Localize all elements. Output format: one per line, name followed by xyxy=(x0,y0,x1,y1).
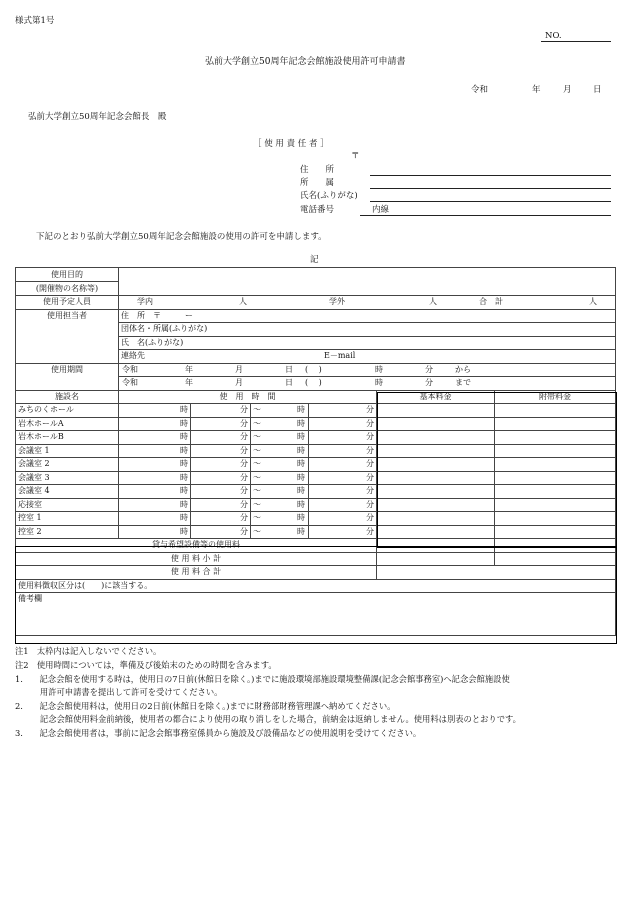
end-hour-label: 時 xyxy=(297,513,305,522)
inside-label: 学内 xyxy=(137,297,153,306)
tilde: ～ xyxy=(253,432,261,441)
start-hour[interactable]: 時 xyxy=(119,471,191,485)
total-person: 人 xyxy=(589,297,597,306)
phone-field[interactable] xyxy=(360,215,611,216)
base-fee-cell[interactable] xyxy=(377,525,495,539)
start-hour[interactable]: 時 xyxy=(119,512,191,526)
start-hour[interactable]: 時 xyxy=(119,498,191,512)
end-hour-label: 時 xyxy=(297,472,305,482)
extra-fee-cell[interactable] xyxy=(495,485,616,499)
cp-name-field[interactable]: 氏 名(ふりがな) xyxy=(119,336,616,350)
end-minute[interactable]: 分 xyxy=(309,485,377,499)
purpose-label: 使用目的 xyxy=(16,268,119,282)
period-from-field[interactable] xyxy=(119,363,616,377)
people-label: 使用予定人員 xyxy=(16,296,119,310)
no-label: NO. xyxy=(545,31,562,41)
end-hour[interactable] xyxy=(251,471,309,485)
date-era: 令和 xyxy=(471,85,489,95)
end-hour[interactable] xyxy=(251,485,309,499)
purpose-field[interactable] xyxy=(119,268,616,296)
cp-contact-field[interactable]: 連絡先 E－mail xyxy=(119,350,616,364)
affiliation-label: 所 属 xyxy=(300,178,335,188)
start-hour[interactable]: 時 xyxy=(119,458,191,472)
extra-fee-cell[interactable] xyxy=(495,404,616,418)
period-from-hour: 時 xyxy=(375,364,383,374)
end-hour[interactable] xyxy=(251,458,309,472)
tilde: ～ xyxy=(253,486,261,495)
base-fee-cell[interactable] xyxy=(377,458,495,472)
end-hour-label: 時 xyxy=(297,526,305,536)
outside-person: 人 xyxy=(429,297,437,306)
equipment-base-fee[interactable] xyxy=(377,539,495,553)
note-2: 注2 使用時間については，準備及び後始末のための時間を含みます。 xyxy=(15,660,277,670)
time-header: 使 用 時 間 xyxy=(119,390,377,404)
end-minute[interactable]: 分 xyxy=(309,444,377,458)
date-year: 年 xyxy=(532,85,541,95)
outside-label: 学外 xyxy=(329,297,345,306)
period-from-day: 日 xyxy=(285,364,293,374)
phone-label: 電話番号 xyxy=(300,205,335,215)
facility-name: 会議室 2 xyxy=(16,458,119,472)
base-fee-cell[interactable] xyxy=(377,471,495,485)
base-fee-cell[interactable] xyxy=(377,498,495,512)
period-from-month: 月 xyxy=(235,364,243,374)
end-hour-label: 時 xyxy=(297,418,305,428)
people-field[interactable] xyxy=(119,296,616,310)
facility-row xyxy=(16,444,616,458)
start-hour[interactable]: 時 xyxy=(119,485,191,499)
end-minute[interactable]: 分 xyxy=(309,458,377,472)
form-number: 様式第1号 xyxy=(15,16,55,26)
note-3-cont: 用許可申請書を提出して許可を受けてください。 xyxy=(15,687,223,697)
end-hour-label: 時 xyxy=(297,459,305,468)
base-fee-cell[interactable] xyxy=(377,485,495,499)
end-minute[interactable]: 分 xyxy=(309,525,377,539)
base-fee-cell[interactable] xyxy=(377,512,495,526)
start-minute[interactable]: 分 xyxy=(191,512,251,526)
end-hour-label: 時 xyxy=(297,432,305,441)
start-minute[interactable]: 分 xyxy=(191,431,251,445)
facility-name: 控室 2 xyxy=(16,525,119,539)
facility-row xyxy=(16,417,616,431)
facility-row xyxy=(16,512,616,526)
end-minute[interactable]: 分 xyxy=(309,512,377,526)
facility-name: 会議室 1 xyxy=(16,444,119,458)
period-until-hour: 時 xyxy=(375,378,383,387)
period-from-label: から xyxy=(455,364,471,374)
base-fee-cell[interactable] xyxy=(377,444,495,458)
extra-fee-cell[interactable] xyxy=(495,417,616,431)
tilde: ～ xyxy=(253,459,261,468)
date-month: 月 xyxy=(563,85,572,95)
cp-address-field[interactable]: 住 所 〒 ー xyxy=(119,309,616,323)
end-hour[interactable] xyxy=(251,417,309,431)
note-5: 3. 記念会館使用者は，事前に記念会館事務室係員から施設及び設備品などの使用説明を受けてください。 xyxy=(15,728,422,738)
address-field[interactable] xyxy=(370,175,611,176)
start-hour[interactable]: 時 xyxy=(119,404,191,418)
subtotal-extra[interactable] xyxy=(495,552,616,566)
start-minute[interactable]: 分 xyxy=(191,444,251,458)
contact-person-label: 使用担当者 xyxy=(16,309,119,363)
end-hour-label: 時 xyxy=(297,499,305,509)
address-label: 住 所 xyxy=(300,165,335,175)
affiliation-field[interactable] xyxy=(370,188,611,189)
extra-fee-header: 附帯料金 xyxy=(495,390,616,404)
end-hour[interactable] xyxy=(251,525,309,539)
start-minute[interactable]: 分 xyxy=(191,404,251,418)
start-hour[interactable]: 時 xyxy=(119,525,191,539)
period-until-year: 年 xyxy=(185,378,193,387)
extra-fee-cell[interactable] xyxy=(495,471,616,485)
name-field[interactable] xyxy=(370,201,611,202)
name-label: 氏名(ふりがな) xyxy=(300,191,358,201)
start-minute[interactable]: 分 xyxy=(191,485,251,499)
inside-person: 人 xyxy=(239,297,247,306)
facility-name: 控室 1 xyxy=(16,512,119,526)
start-hour[interactable]: 時 xyxy=(119,417,191,431)
start-minute[interactable]: 分 xyxy=(191,525,251,539)
note-4-cont: 記念会館使用料金前納後，使用者の都合により使用の取り消しをした場合，前納金は返納しません。使用料は別表のとおりです。 xyxy=(15,714,521,724)
extra-fee-cell[interactable] xyxy=(495,512,616,526)
period-until-label: まで xyxy=(455,378,471,387)
remarks-field[interactable]: 備考欄 xyxy=(16,593,616,636)
period-until-day: 日 xyxy=(285,378,293,387)
start-minute[interactable]: 分 xyxy=(191,498,251,512)
note-1: 注1 太枠内は記入しないでください。 xyxy=(15,646,162,656)
end-minute[interactable]: 分 xyxy=(309,404,377,418)
period-label: 使用期間 xyxy=(16,363,119,390)
period-until-month: 月 xyxy=(235,378,243,387)
end-minute[interactable]: 分 xyxy=(309,471,377,485)
cp-org-field[interactable]: 団体名・所属(ふりがな) xyxy=(119,323,616,337)
period-from-year: 年 xyxy=(185,364,193,374)
note-3: 1. 記念会館を使用する時は，使用日の7日前(休館日を除く。)までに施設環境部施設環境整備課(記念会館事務室)へ記念会館施設使 xyxy=(15,674,510,684)
responsible-heading: ［ 使 用 責 任 者 ］ xyxy=(253,139,329,149)
period-until-era: 令和 xyxy=(122,378,138,387)
addressee: 弘前大学創立50周年記念会館長 殿 xyxy=(28,112,167,122)
base-fee-header: 基本料金 xyxy=(377,390,495,404)
tilde: ～ xyxy=(253,418,261,428)
period-until-field[interactable] xyxy=(119,377,616,391)
end-minute[interactable]: 分 xyxy=(309,417,377,431)
end-hour-label: 時 xyxy=(297,405,305,414)
tilde: ～ xyxy=(253,405,261,414)
facility-name: 岩木ホールA xyxy=(16,417,119,431)
facility-row xyxy=(16,498,616,512)
base-fee-cell[interactable] xyxy=(377,417,495,431)
subtotal-label: 使 用 料 小 計 xyxy=(16,552,377,566)
period-from-minute: 分 xyxy=(425,364,433,374)
period-until-weekday: ( ) xyxy=(305,378,322,387)
end-hour[interactable] xyxy=(251,512,309,526)
extra-fee-cell[interactable] xyxy=(495,431,616,445)
extra-fee-cell[interactable] xyxy=(495,444,616,458)
end-hour[interactable] xyxy=(251,404,309,418)
period-from-weekday: ( ) xyxy=(305,364,322,374)
facility-row xyxy=(16,431,616,445)
start-minute[interactable]: 分 xyxy=(191,417,251,431)
extension-label: 内線 xyxy=(372,205,390,215)
ki-label: 記 xyxy=(310,255,319,265)
fee-category: 使用料徴収区分は( )に該当する。 xyxy=(16,579,616,593)
start-hour[interactable]: 時 xyxy=(119,444,191,458)
start-minute[interactable]: 分 xyxy=(191,471,251,485)
end-hour[interactable] xyxy=(251,431,309,445)
end-hour-label: 時 xyxy=(297,445,305,455)
application-table xyxy=(15,267,616,636)
extra-fee-cell[interactable] xyxy=(495,458,616,472)
end-hour[interactable] xyxy=(251,444,309,458)
purpose-sub-label: (開催物の名称等) xyxy=(16,282,119,296)
base-fee-cell[interactable] xyxy=(377,431,495,445)
end-hour[interactable] xyxy=(251,498,309,512)
no-field[interactable] xyxy=(541,41,611,42)
subtotal-base[interactable] xyxy=(377,552,495,566)
tilde: ～ xyxy=(253,472,261,482)
page-title: 弘前大学創立50周年記念会館施設使用許可申請書 xyxy=(205,57,406,67)
facility-row xyxy=(16,485,616,499)
facility-row xyxy=(16,471,616,485)
facility-name: みちのくホール xyxy=(16,404,119,418)
postal-mark: 〒 xyxy=(351,151,360,161)
tilde: ～ xyxy=(253,513,261,522)
grand-total-field[interactable] xyxy=(377,566,616,580)
period-until-minute: 分 xyxy=(425,378,433,387)
end-hour-label: 時 xyxy=(297,486,305,495)
date-day: 日 xyxy=(593,85,602,95)
tilde: ～ xyxy=(253,445,261,455)
equipment-fee-label: 貸与希望設備等の使用料 xyxy=(16,539,377,553)
facility-name: 会議室 4 xyxy=(16,485,119,499)
note-4: 2. 記念会館使用料は，使用日の2日前(休館日を除く。)までに財務部財務管理課へ納めてください。 xyxy=(15,701,396,711)
request-text: 下記のとおり弘前大学創立50周年記念会館施設の使用の許可を申請します。 xyxy=(36,232,327,242)
facility-row xyxy=(16,525,616,539)
facility-row xyxy=(16,404,616,418)
facility-name: 会議室 3 xyxy=(16,471,119,485)
start-hour[interactable]: 時 xyxy=(119,431,191,445)
equipment-extra-fee[interactable] xyxy=(495,539,616,553)
end-minute[interactable]: 分 xyxy=(309,431,377,445)
start-minute[interactable]: 分 xyxy=(191,458,251,472)
period-from-era: 令和 xyxy=(122,364,138,374)
total-label: 合 計 xyxy=(479,297,503,306)
tilde: ～ xyxy=(253,526,261,536)
facility-row xyxy=(16,458,616,472)
extra-fee-cell[interactable] xyxy=(495,498,616,512)
grand-total-label: 使 用 料 合 計 xyxy=(16,566,377,580)
email-label: E－mail xyxy=(324,351,356,360)
end-minute[interactable]: 分 xyxy=(309,498,377,512)
facility-name: 応接室 xyxy=(16,498,119,512)
extra-fee-cell[interactable] xyxy=(495,525,616,539)
facility-header: 施設名 xyxy=(16,390,119,404)
tilde: ～ xyxy=(253,499,261,509)
facility-name: 岩木ホールB xyxy=(16,431,119,445)
base-fee-cell[interactable] xyxy=(377,404,495,418)
